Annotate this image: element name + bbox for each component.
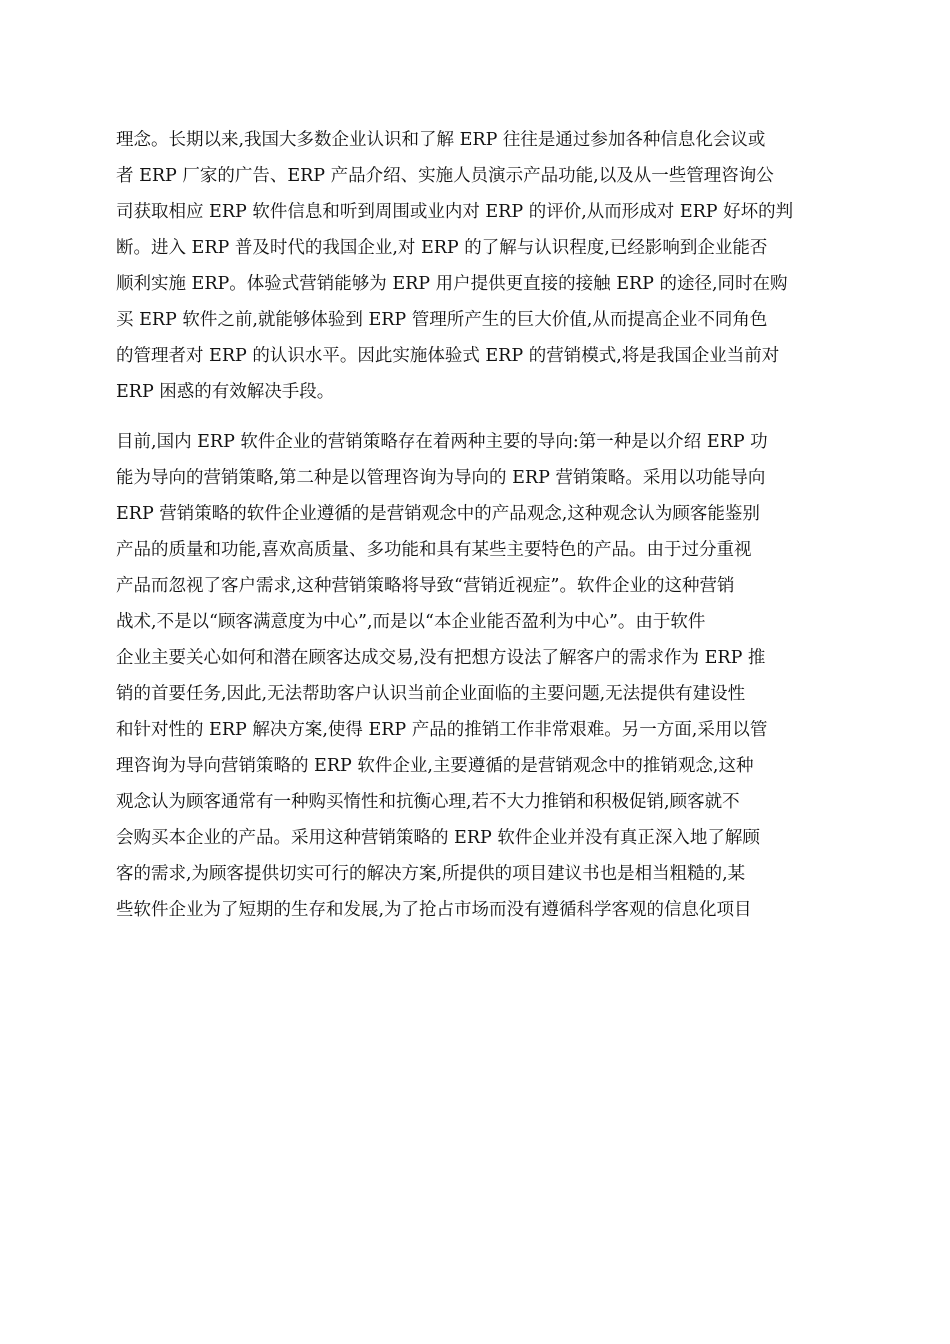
- text-line: 客的需求,为顾客提供切实可行的解决方案,所提供的项目建议书也是相当粗糙的,某: [116, 864, 746, 884]
- paragraph-2: [116, 424, 826, 928]
- text-line: 观念认为顾客通常有一种购买惰性和抗衡心理,若不大力推销和积极促销,顾客就不: [116, 792, 740, 812]
- text-line: 目前,国内 ERP 软件企业的营销策略存在着两种主要的导向:第一种是以介绍 ERP 功: [116, 432, 768, 452]
- text-line: 断。进入 ERP 普及时代的我国企业,对 ERP 的了解与认识程度,已经影响到企业能否: [116, 238, 768, 258]
- text-line: 者 ERP 厂家的广告、ERP 产品介绍、实施人员演示产品功能,以及从一些管理咨询公: [116, 166, 774, 186]
- text-line: 和针对性的 ERP 解决方案,使得 ERP 产品的推销工作非常艰难。另一方面,采用以管: [116, 720, 768, 740]
- text-line: 的管理者对 ERP 的认识水平。因此实施体验式 ERP 的营销模式,将是我国企业当前对: [116, 346, 780, 366]
- text-line: 会购买本企业的产品。采用这种营销策略的 ERP 软件企业并没有真正深入地了解顾: [116, 828, 760, 848]
- text-line: ERP 营销策略的软件企业遵循的是营销观念中的产品观念,这种观念认为顾客能鉴别: [116, 504, 760, 524]
- text-line: 产品的质量和功能,喜欢高质量、多功能和具有某些主要特色的产品。由于过分重视: [116, 540, 752, 560]
- text-line: 理咨询为导向营销策略的 ERP 软件企业,主要遵循的是营销观念中的推销观念,这种: [116, 756, 754, 776]
- text-line: 理念。长期以来,我国大多数企业认识和了解 ERP 往往是通过参加各种信息化会议或: [116, 130, 766, 150]
- text-line: 产品而忽视了客户需求,这种营销策略将导致“营销近视症”。软件企业的这种营销: [116, 576, 735, 596]
- text-line: 企业主要关心如何和潜在顾客达成交易,没有把想方设法了解客户的需求作为 ERP 推: [116, 648, 766, 668]
- text-line: 司获取相应 ERP 软件信息和听到周围或业内对 ERP 的评价,从而形成对 ERP 好坏的判: [116, 202, 794, 222]
- text-line: 销的首要任务,因此,无法帮助客户认识当前企业面临的主要问题,无法提供有建设性: [116, 684, 746, 704]
- text-line: 战术,不是以“顾客满意度为中心”,而是以“本企业能否盈利为中心”。由于软件: [116, 612, 706, 632]
- text-line: 顺利实施 ERP。体验式营销能够为 ERP 用户提供更直接的接触 ERP 的途径,同时在购: [116, 274, 788, 294]
- paragraph-gap: [116, 410, 826, 424]
- text-line: ERP 困惑的有效解决手段。: [116, 382, 335, 402]
- text-line: 买 ERP 软件之前,就能够体验到 ERP 管理所产生的巨大价值,从而提高企业不同角色: [116, 310, 768, 330]
- text-line: 能为导向的营销策略,第二种是以管理咨询为导向的 ERP 营销策略。采用以功能导向: [116, 468, 766, 488]
- paragraph-1: [116, 122, 826, 410]
- document-body: [116, 122, 826, 928]
- text-line: 些软件企业为了短期的生存和发展,为了抢占市场而没有遵循科学客观的信息化项目: [116, 900, 752, 920]
